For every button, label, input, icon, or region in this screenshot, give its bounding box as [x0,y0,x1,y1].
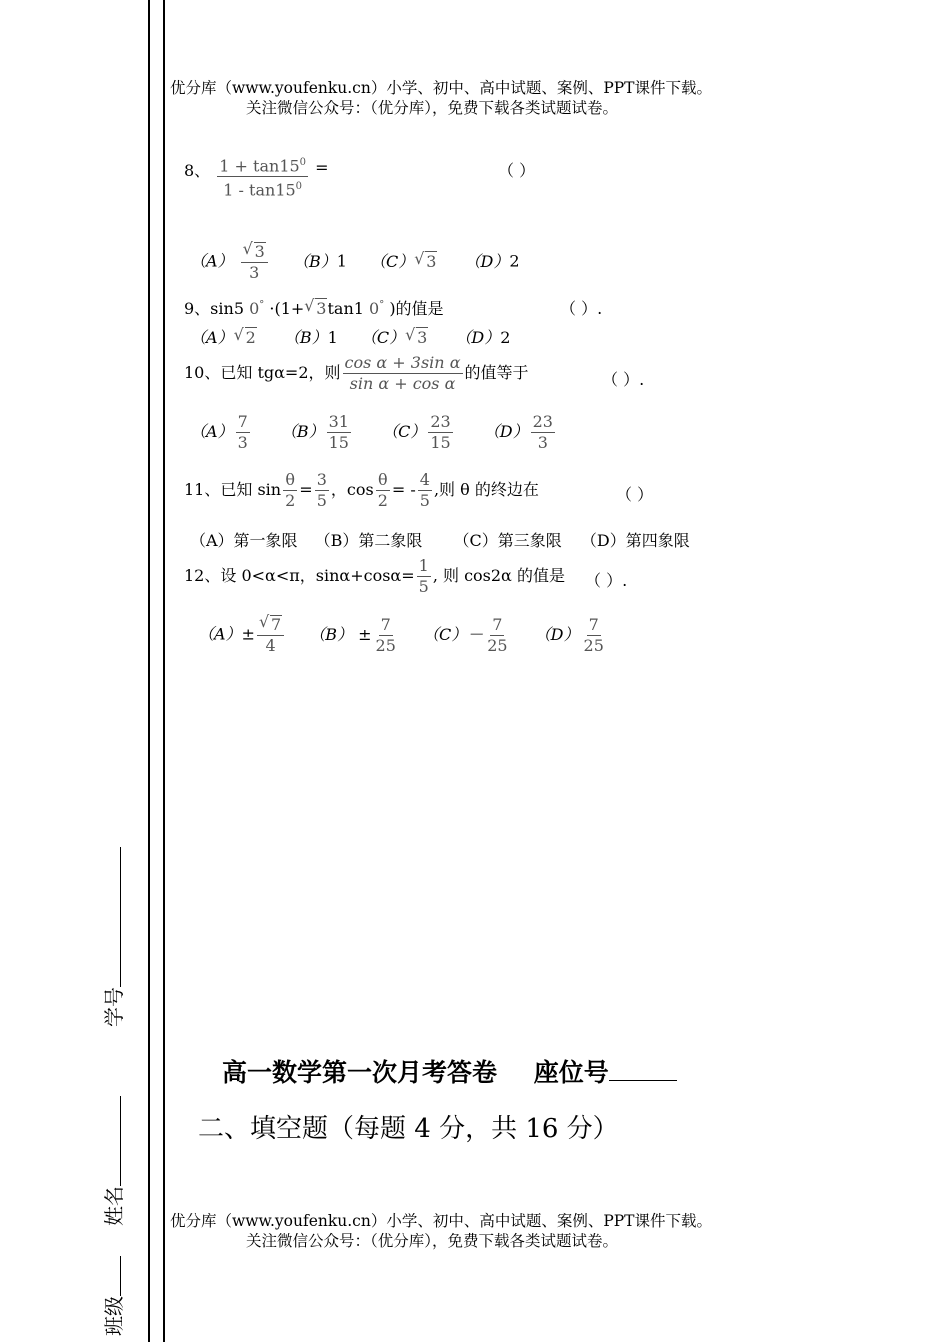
question-12: 12、设 0<α<π，sinα+cosα= $\frac{1}{5}$ , 则 cos2α 的值是 [184,556,565,596]
side-label-xingming: 姓名 [98,1096,127,1226]
footer-line-2: 关注微信公众号：（优分库），免费下载各类试题试卷。 [246,1232,619,1250]
q9-answer-paren: （ ）. [560,299,603,318]
side-label-xuehao: 学号 [98,847,127,1027]
margin-line-left [148,0,150,1342]
q12-answer-paren: （ ）. [585,571,628,590]
margin-line-right [163,0,165,1342]
q8-fraction: $\frac{1 + \tan 15^0}{1 - \tan 15^0}$ [217,154,308,200]
answer-sheet-title: 高一数学第一次月考答卷 座位号 [222,1053,677,1089]
q10-options: （A） $\frac{7}{3}$ （B） $\frac{31}{15}$ （C） $\frac{23}{15}$ （D） $\frac{23}{3}$ [190,412,553,452]
q11-options: （A）第一象限 （B）第二象限 （C）第三象限 （D）第四象限 [190,531,690,550]
side-label-banji: 班级 [98,1256,127,1336]
header-line-2: 关注微信公众号：（优分库），免费下载各类试题试卷。 [246,99,619,117]
section-2-heading: 二、填空题（每题 4 分，共 16 分） [198,1114,619,1144]
question-11: 11、已知 sin $\frac{\theta}{2}$ = $\frac{3}{5}$ ，cos $\frac{\theta}{2}$ = - $\frac{4}{5}$ ,则 θ 的终边在 [184,470,539,510]
question-9: 9、sin5 0° ·(1+√ 3tan1 0° )的值是 [184,296,444,319]
footer-line-1: 优分库（www.youfenku.cn）小学、初中、高中试题、案例、PPT课件下载。 [170,1212,713,1230]
q11-answer-paren: （ ） [616,485,654,504]
q8-answer-paren: （ ） [498,161,536,180]
seat-number-blank[interactable] [609,1058,677,1081]
q10-answer-paren: （ ）. [602,370,645,389]
question-8: 8、 $\frac{1 + \tan 15^0}{1 - \tan 15^0}$ = [184,154,329,200]
q9-options: （A）√ 2 （B）1 （C）√ 3 （D）2 [190,325,510,348]
q12-options: （A）± √ $\frac{7}{4}$ （B） ± $\frac{7}{25}$ （C）－ $\frac{7}{25}$ （D） $\frac{7}{25}$ [198,615,608,655]
q8-options: （A） √ $\frac{3}{3}$ （B）1 （C）√ 3 （D）2 [190,242,520,282]
header-line-1: 优分库（www.youfenku.cn）小学、初中、高中试题、案例、PPT课件下载。 [170,79,713,97]
question-10: 10、已知 tgα=2，则 $\frac{\text{cos α + 3sin α}}{\text{sin α + cos α}}$ 的值等于 [184,353,529,393]
